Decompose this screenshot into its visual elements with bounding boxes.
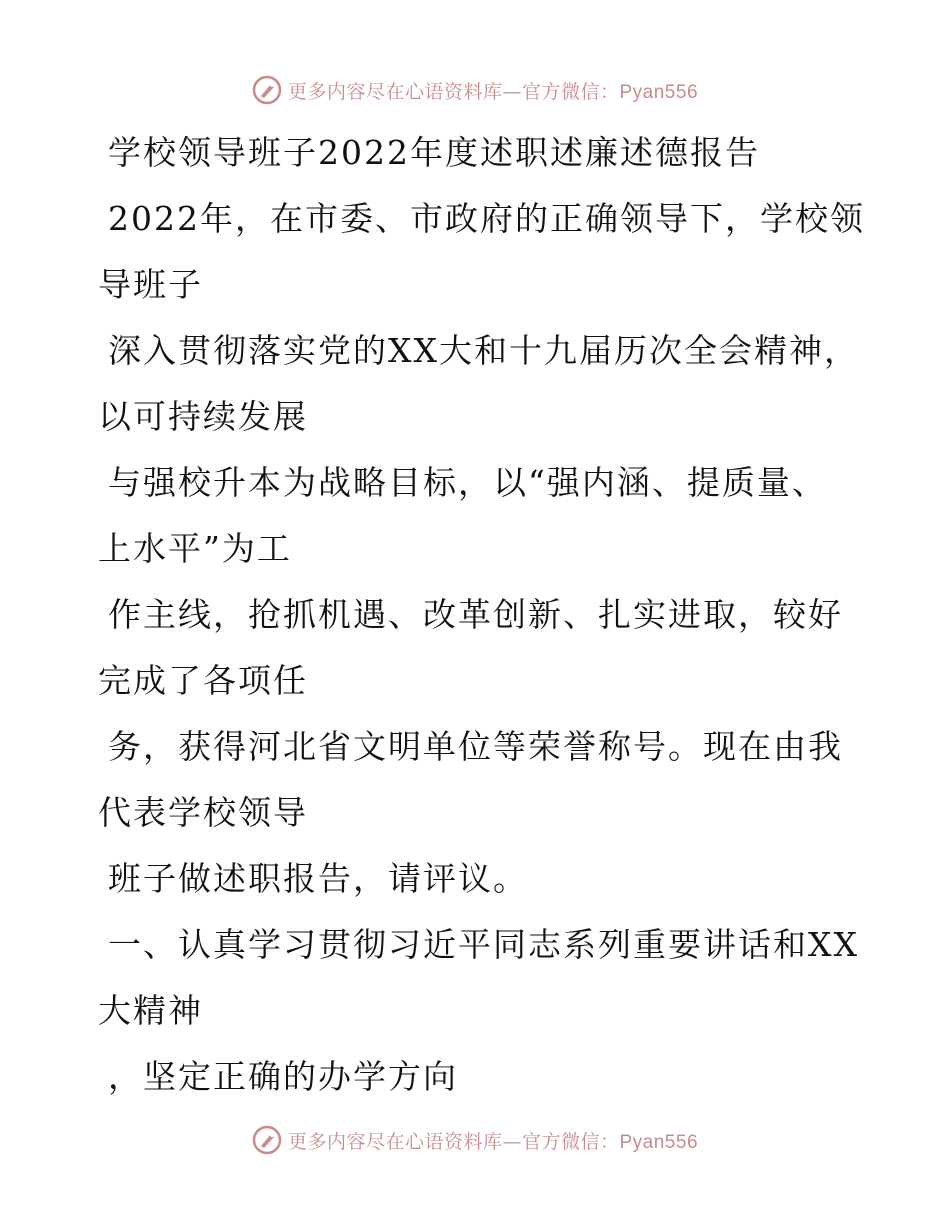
watermark-banner-bottom — [0, 1120, 950, 1160]
section-heading: 一、认真学习贯彻习近平同志系列重要讲话和XX — [108, 925, 859, 964]
watermark-text: 更多内容尽在心语资料库—官方微信：Pyan556 — [287, 1130, 699, 1153]
text-line: 班子做述职报告，请评议。 — [108, 859, 528, 898]
text-line: 与强校升本为战略目标，以“强内涵、提质量、 — [108, 463, 827, 502]
text-line: ，坚定正确的办学方向 — [108, 1057, 458, 1096]
document-title: 学校领导班子2022年度述职述廉述德报告 — [108, 133, 760, 172]
text-line: 务，获得河北省文明单位等荣誉称号。现在由我 — [108, 727, 843, 766]
pen-logo-icon — [252, 1125, 282, 1155]
text-line: 以可持续发展 — [98, 397, 308, 436]
text-line: 完成了各项任 — [98, 661, 308, 700]
text-line: 代表学校领导 — [98, 793, 308, 832]
watermark-text: 更多内容尽在心语资料库—官方微信：Pyan556 — [287, 80, 699, 103]
watermark-banner-top — [0, 70, 950, 110]
text-line: 作主线，抢抓机遇、改革创新、扎实进取，较好 — [108, 595, 843, 634]
pen-logo-icon — [252, 75, 282, 105]
document-body — [98, 120, 865, 1110]
text-line: 2022年，在市委、市政府的正确领导下，学校领 — [108, 199, 865, 238]
text-line: 导班子 — [98, 265, 203, 304]
section-heading-cont: 大精神 — [98, 991, 203, 1030]
text-line: 上水平”为工 — [98, 529, 292, 568]
text-line: 深入贯彻落实党的XX大和十九届历次全会精神， — [108, 331, 859, 370]
